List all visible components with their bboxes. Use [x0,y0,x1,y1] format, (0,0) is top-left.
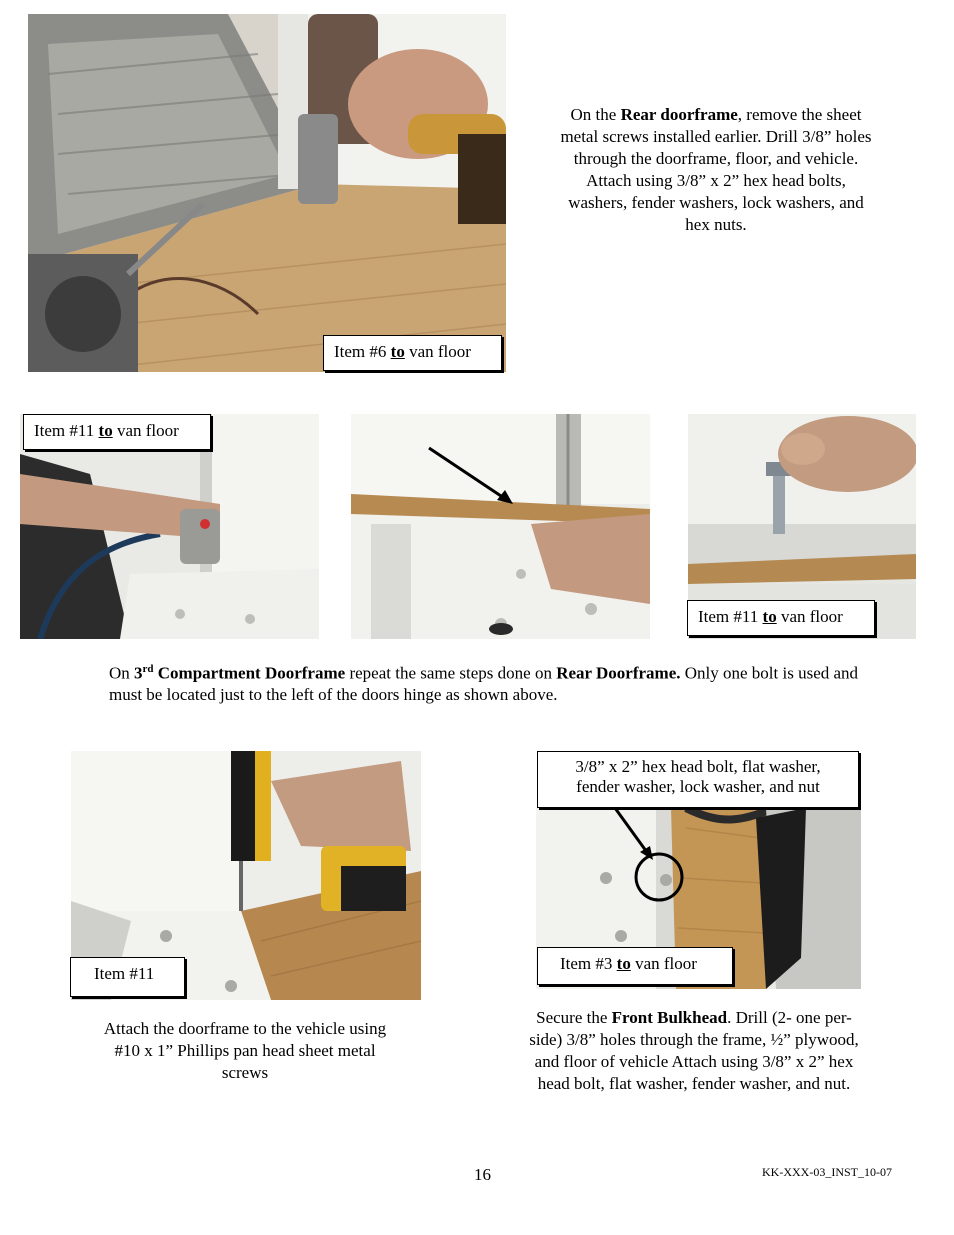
label-text: Item #11 [94,964,155,983]
photo5-caption [97,1018,393,1084]
label-text: van floor [404,342,471,361]
label-bold: to [98,421,113,440]
photo5-label [70,957,185,997]
page-number: 16 [474,1165,491,1184]
label-bold: to [616,954,631,973]
text: Secure the [536,1008,612,1027]
label-text: Item #11 [34,421,99,440]
superscript: rd [142,663,154,675]
text: Attach the doorframe to the vehicle using #10 x 1” Phillips pan head sheet metal screws [103,1019,387,1082]
photo1-label [323,335,502,371]
bold-text: Rear Doorframe. [556,663,681,683]
text: repeat the same steps done on [345,663,557,683]
photo6-callout [537,751,859,808]
photo-rear-doorframe [28,14,506,372]
label-bold: to [390,342,405,361]
third-compartment-instructions [109,659,869,705]
label-bold: to [762,607,777,626]
text: Only one bolt is used and must be located just to the left of the doors hinge as shown above. [109,663,859,704]
bold-text: Rear doorframe [620,105,738,124]
front-bulkhead-instructions [525,1007,863,1095]
rear-doorframe-instructions [557,104,875,236]
label-text: van floor [776,607,843,626]
photo-bolt-location [351,414,650,639]
bold-text: 3 [134,663,143,683]
photo6-label [537,947,733,985]
bold-text: Compartment Doorframe [153,663,346,683]
label-text: Item #3 [560,954,617,973]
text: On [109,663,135,683]
photo2-label [23,414,211,450]
text: On the [570,105,621,124]
label-text: van floor [112,421,179,440]
bold-text: Front Bulkhead [611,1008,728,1027]
photo4-label [687,600,875,636]
callout-text: 3/8” x 2” hex head bolt, flat washer, fender washer, lock washer, and nut [575,757,821,796]
label-text: van floor [630,954,697,973]
label-text: Item #11 [698,607,763,626]
text: , remove the sheet metal screws installed earlier. Drill 3/8” holes through the doorframe, floor, and vehicle. Attach using 3/8” x 2” hex head bolts, washers, fender washers, lock washers, and hex nuts. [560,105,872,234]
label-text: Item #6 [334,342,391,361]
document-code: KK-XXX-03_INST_10-07 [762,1165,892,1179]
text: . Drill (2- one per-side) 3/8” holes through the frame, ½” plywood, and floor of vehicle Attach using 3/8” x 2” hex head bolt, flat washer, fender washer, and nut. [529,1008,859,1093]
